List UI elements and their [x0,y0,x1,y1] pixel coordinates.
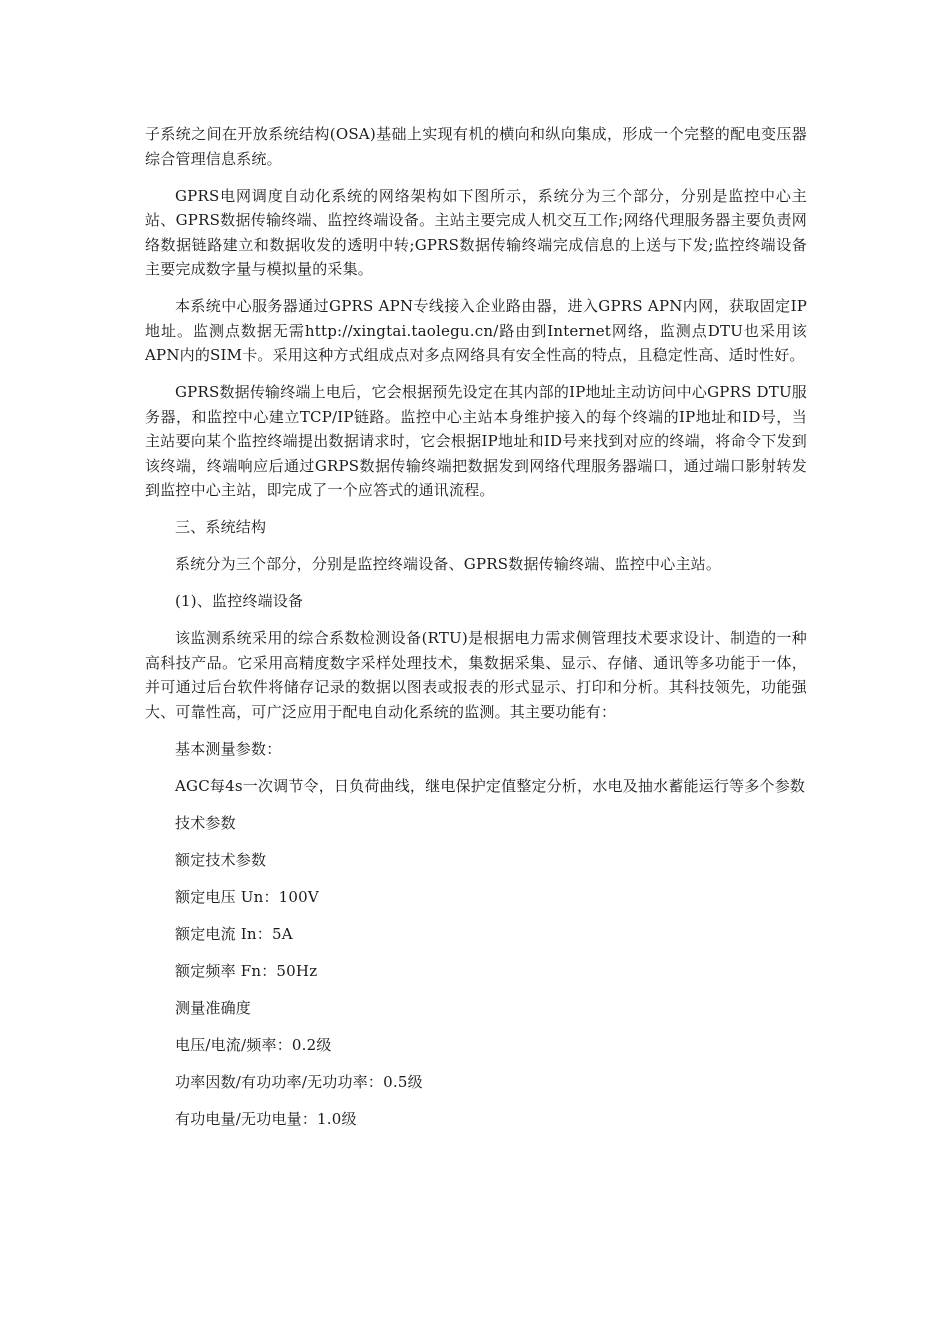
spec-accuracy-voltage-current-frequency: 电压/电流/频率：0.2级 [175,1035,332,1054]
label-basic-measurement: 基本测量参数： [175,739,282,758]
section-heading-system-structure: 三、系统结构 [175,518,267,536]
spec-accuracy-energy: 有功电量/无功电量：1.0级 [175,1109,357,1128]
paragraph-agc-parameters: AGC每4s一次调节令，日负荷曲线，继电保护定值整定分析，水电及抽水蓄能运行等多个参数 [175,776,806,795]
paragraph-rtu-description: 该监测系统采用的综合系数检测设备(RTU)是根据电力需求侧管理技术要求设计、制造的一种高科技产品。它采用高精度数字采样处理技术，集数据采集、显示、存储、通讯等多功能于一体，并可通过后台软件将储存记录的数据以图表或报表的形式显示、打印和分析。其科技领先，功能强大、可靠性高，可广泛应用于配电自动化系统的监测。其主要功能有： [145,629,807,721]
paragraph-osa-integration: 子系统之间在开放系统结构(OSA)基础上实现有机的横向和纵向集成，形成一个完整的配电变压器综合管理信息系统。 [145,125,807,168]
spec-rated-voltage: 额定电压 Un：100V [175,887,319,906]
label-rated-technical-parameters: 额定技术参数 [175,850,267,869]
paragraph-dtu-communication: GPRS数据传输终端上电后，它会根据预先设定在其内部的IP地址主动访问中心GPRS DTU服务器，和监控中心建立TCP/IP链路。监控中心主站本身维护接入的每个终端的IP地址和ID号，当主站要向某个监控终端提出数据请求时，它会根据IP地址和ID号来找到对应的终端，将命令下发到该终端，终端响应后通过GRPS数据传输终端把数据发到网络代理服务器端口，通过端口影射转发到监控中心主站，即完成了一个应答式的通讯流程。 [145,383,807,499]
paragraph-three-parts: 系统分为三个部分，分别是监控终端设备、GPRS数据传输终端、监控中心主站。 [175,555,722,573]
subheading-monitoring-terminal: (1)、监控终端设备 [175,592,304,610]
spec-rated-current: 额定电流 In：5A [175,924,293,943]
spec-rated-frequency: 额定频率 Fn：50Hz [175,961,318,980]
label-measurement-accuracy: 测量准确度 [175,998,252,1017]
label-technical-parameters: 技术参数 [175,813,236,832]
paragraph-apn-access: 本系统中心服务器通过GPRS APN专线接入企业路由器，进入GPRS APN内网，获取固定IP地址。监测点数据无需http://xingtai.taolegu.cn/路由到Internet网络，监测点DTU也采用该APN内的SIM卡。采用这种方式组成点对多点网络具有安全性高的特点，且稳定性高、适时性好。 [145,297,807,364]
paragraph-network-architecture: GPRS电网调度自动化系统的网络架构如下图所示，系统分为三个部分，分别是监控中心主站、GPRS数据传输终端、监控终端设备。主站主要完成人机交互工作;网络代理服务器主要负责网络数据链路建立和数据收发的透明中转;GPRS数据传输终端完成信息的上送与下发;监控终端设备主要完成数字量与模拟量的采集。 [145,186,807,278]
document-page [145,122,807,1144]
spec-accuracy-power: 功率因数/有功功率/无功功率：0.5级 [175,1072,423,1091]
